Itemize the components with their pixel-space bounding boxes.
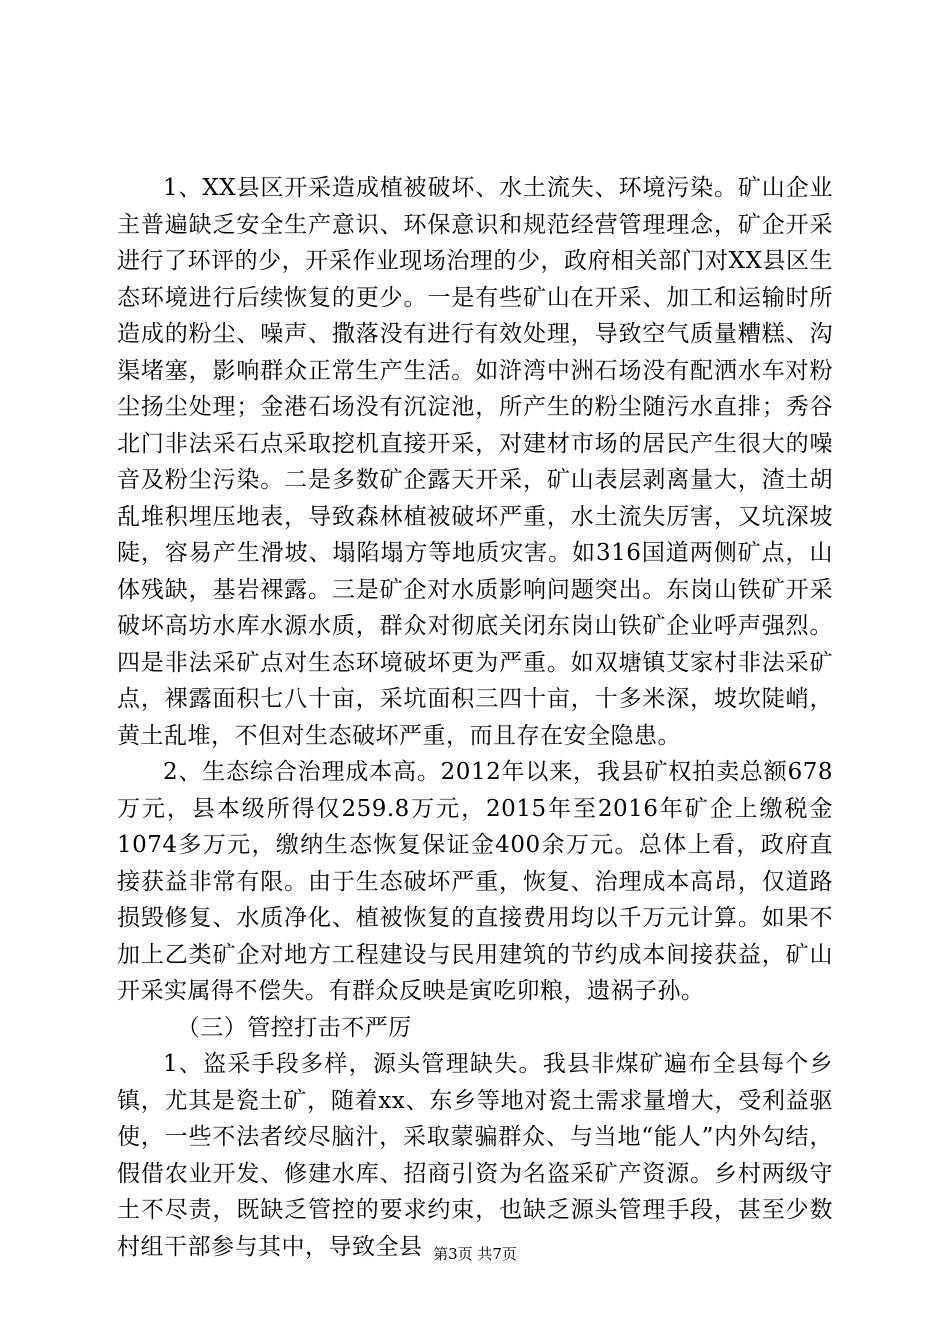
page-number-footer: 第3页 共7页: [433, 1245, 517, 1263]
section-heading: （三）管控打击不严厉: [176, 1014, 412, 1041]
document-body: [117, 170, 833, 1265]
paragraph-ecological-damage: 1、XX县区开采造成植被破坏、水土流失、环境污染。矿山企业主普遍缺乏安全生产意识、环保意识和规范经营管理理念，矿企开采进行了环评的少，开采作业现场治理的少，政府相关部门对XX县区生态环境进行后续恢复的更少。一是有些矿山在开采、加工和运输时所造成的粉尘、噪声、撒落没有进行有效处理，导致空气质量糟糕、沟渠堵塞，影响群众正常生产生活。如浒湾中洲石场没有配洒水车对粉尘扬尘处理；金港石场没有沉淀池，所产生的粉尘随污水直排；秀谷北门非法采石点采取挖机直接开采，对建材市场的居民产生很大的噪音及粉尘污染。二是多数矿企露天开采，矿山表层剥离量大，渣土胡乱堆积埋压地表，导致森林植被破坏严重，水土流失厉害，又坑深坡陡，容易产生滑坡、塌陷塌方等地质灾害。如316国道两侧矿点，山体残缺，基岩裸露。三是矿企对水质影响问题突出。东岗山铁矿开采破坏高坊水库水源水质，群众对彻底关闭东岗山铁矿企业呼声强烈。四是非法采矿点对生态环境破坏更为严重。如双塘镇艾家村非法采矿点，裸露面积七八十亩，采坑面积三四十亩，十多米深，坡坎陡峭，黄土乱堆，不但对生态破坏严重，而且存在安全隐患。: [117, 175, 833, 749]
paragraph-governance-cost: 2、生态综合治理成本高。2012年以来，我县矿权拍卖总额678万元，县本级所得仅259.8万元，2015年至2016年矿企上缴税金1074多万元，缴纳生态恢复保证金400余万元。总体上看，政府直接获益非常有限。由于生态破坏严重，恢复、治理成本高昂，仅道路损毁修复、水质净化、植被恢复的直接费用均以千万元计算。如果不加上乙类矿企对地方工程建设与民用建筑的节约成本间接获益，矿山开采实属得不偿失。有群众反映是寅吃卯粮，遗祸子孙。: [117, 759, 833, 1004]
paragraph-illegal-mining: 1、盗采手段多样，源头管理缺失。我县非煤矿遍布全县每个乡镇，尤其是瓷土矿，随着xx、东乡等地对瓷土需求量增大，受利益驱使，一些不法者绞尽脑汁，采取蒙骗群众、与当地“能人”内外勾结，假借农业开发、修建水库、招商引资为名盗采矿产资源。乡村两级守土不尽责，既缺乏管控的要求约束，也缺乏源头管理手段，甚至少数村组干部参与其中，导致全县: [117, 1051, 833, 1260]
